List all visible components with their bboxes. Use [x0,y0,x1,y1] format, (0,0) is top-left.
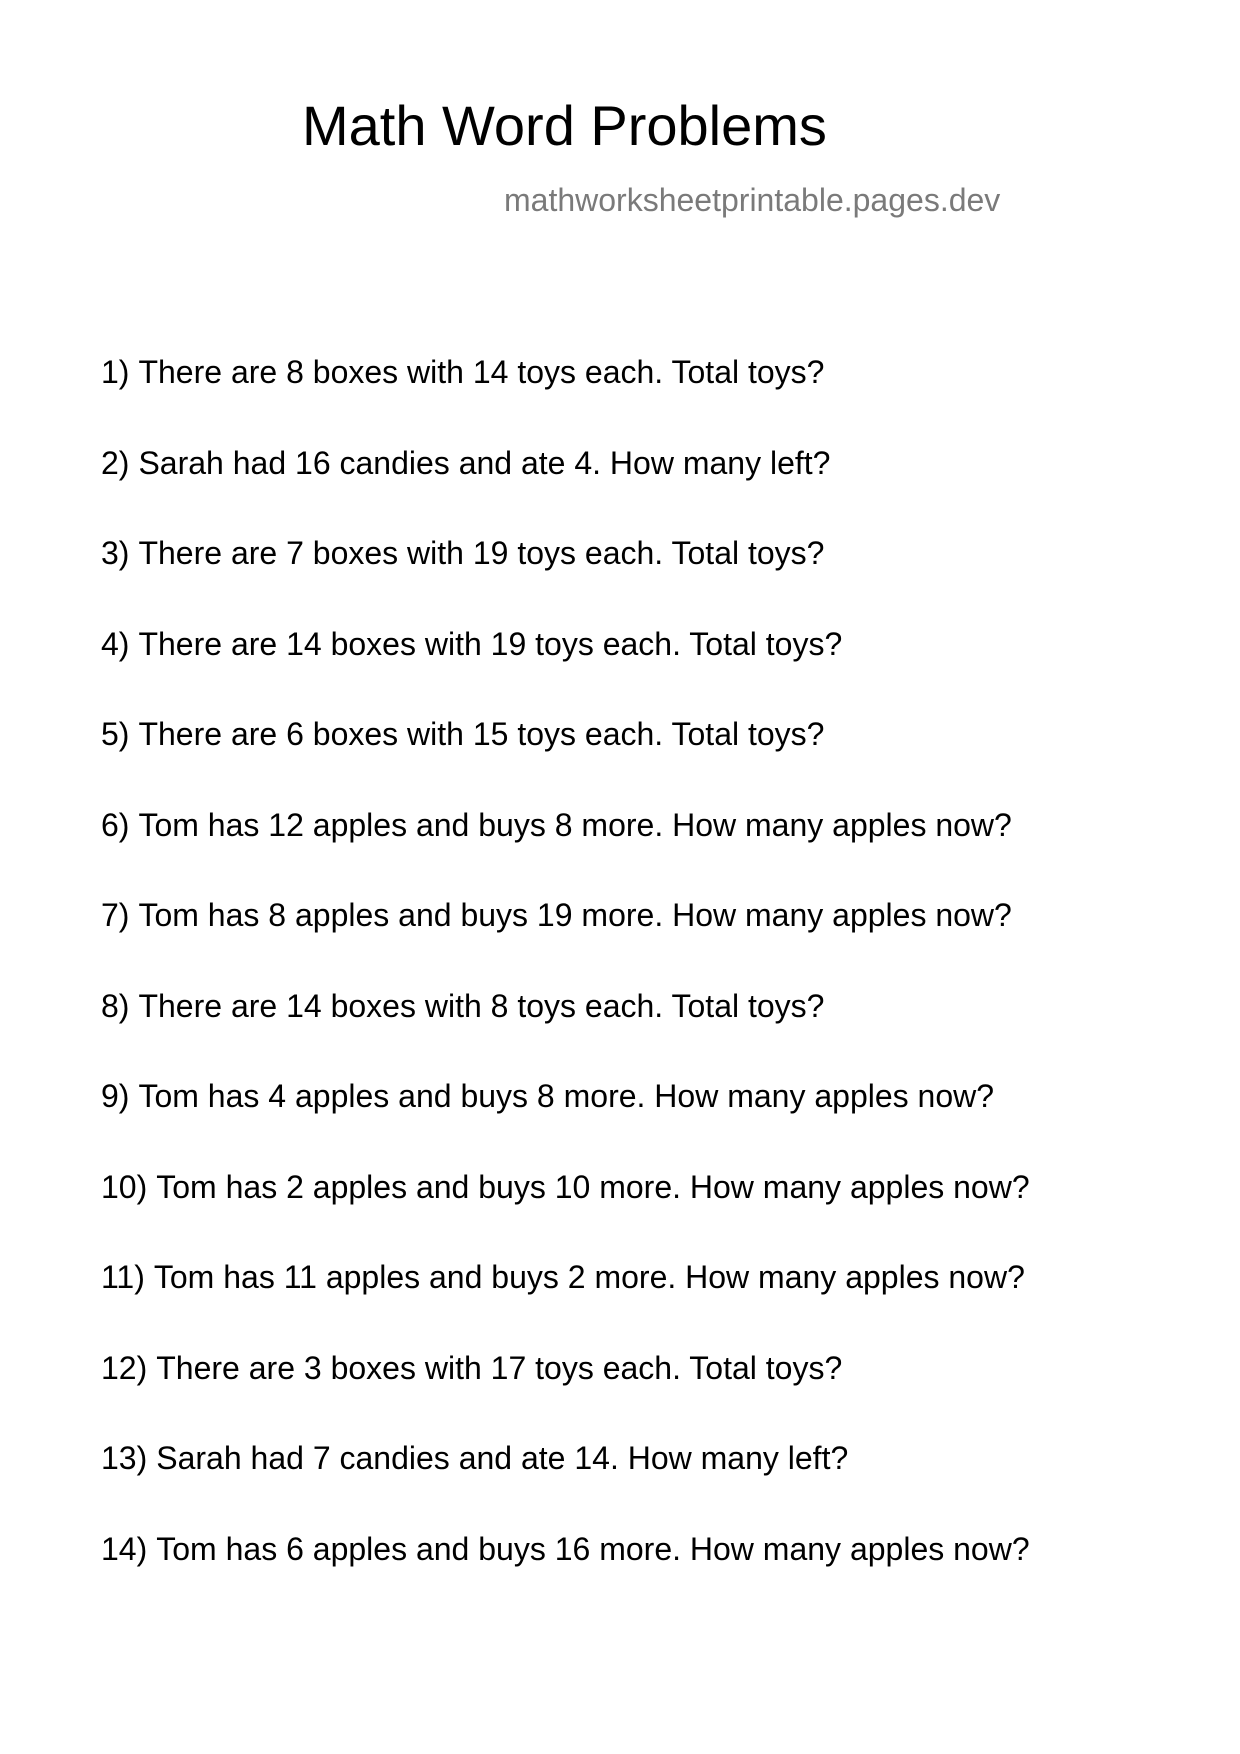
problem-item [101,714,1030,805]
problem-text: There are 6 boxes with 15 toys each. Total toys? [138,716,825,752]
problem-list [101,352,1030,1619]
problem-item [101,1438,1030,1529]
problem-number: 5) [101,716,130,752]
problem-number: 8) [101,987,130,1024]
problem-item [101,1257,1030,1348]
problem-text: Tom has 12 apples and buys 8 more. How many apples now? [138,806,1012,843]
problem-text: Tom has 8 apples and buys 19 more. How many apples now? [138,897,1012,933]
problem-text: Tom has 11 apples and buys 2 more. How many apples now? [153,1259,1025,1295]
problem-item [101,352,1030,443]
problem-number: 12) [101,1349,148,1386]
problem-text: There are 14 boxes with 8 toys each. Total toys? [138,987,825,1024]
problem-item [101,1167,1030,1258]
problem-number: 7) [101,897,130,933]
problem-text: Sarah had 7 candies and ate 14. How many left? [156,1440,849,1476]
problem-number: 4) [101,625,130,662]
page-title: Math Word Problems [302,94,827,157]
problem-text: Tom has 6 apples and buys 16 more. How many apples now? [156,1530,1030,1567]
problem-number: 10) [101,1168,148,1205]
problem-number: 3) [101,535,130,571]
problem-item [101,1348,1030,1439]
problem-number: 11) [101,1259,145,1295]
problem-text: Tom has 2 apples and buys 10 more. How many apples now? [156,1168,1030,1205]
problem-number: 9) [101,1078,130,1114]
problem-item [101,443,1030,534]
problem-text: There are 8 boxes with 14 toys each. Total toys? [138,354,825,390]
problem-item [101,624,1030,715]
problem-text: Sarah had 16 candies and ate 4. How many left? [138,444,831,481]
problem-text: Tom has 4 apples and buys 8 more. How many apples now? [138,1078,995,1114]
problem-number: 6) [101,806,130,843]
problem-item [101,805,1030,896]
problem-number: 13) [101,1440,148,1476]
problem-text: There are 7 boxes with 19 toys each. Total toys? [138,535,825,571]
problem-item [101,895,1030,986]
problem-number: 1) [101,354,130,390]
problem-item [101,1529,1030,1620]
site-url: mathworksheetprintable.pages.dev [504,182,1001,218]
problem-number: 2) [101,444,130,481]
problem-text: There are 3 boxes with 17 toys each. Total toys? [156,1349,843,1386]
problem-number: 14) [101,1530,148,1567]
problem-item [101,1076,1030,1167]
problem-item [101,533,1030,624]
problem-item [101,986,1030,1077]
problem-text: There are 14 boxes with 19 toys each. Total toys? [138,625,843,662]
